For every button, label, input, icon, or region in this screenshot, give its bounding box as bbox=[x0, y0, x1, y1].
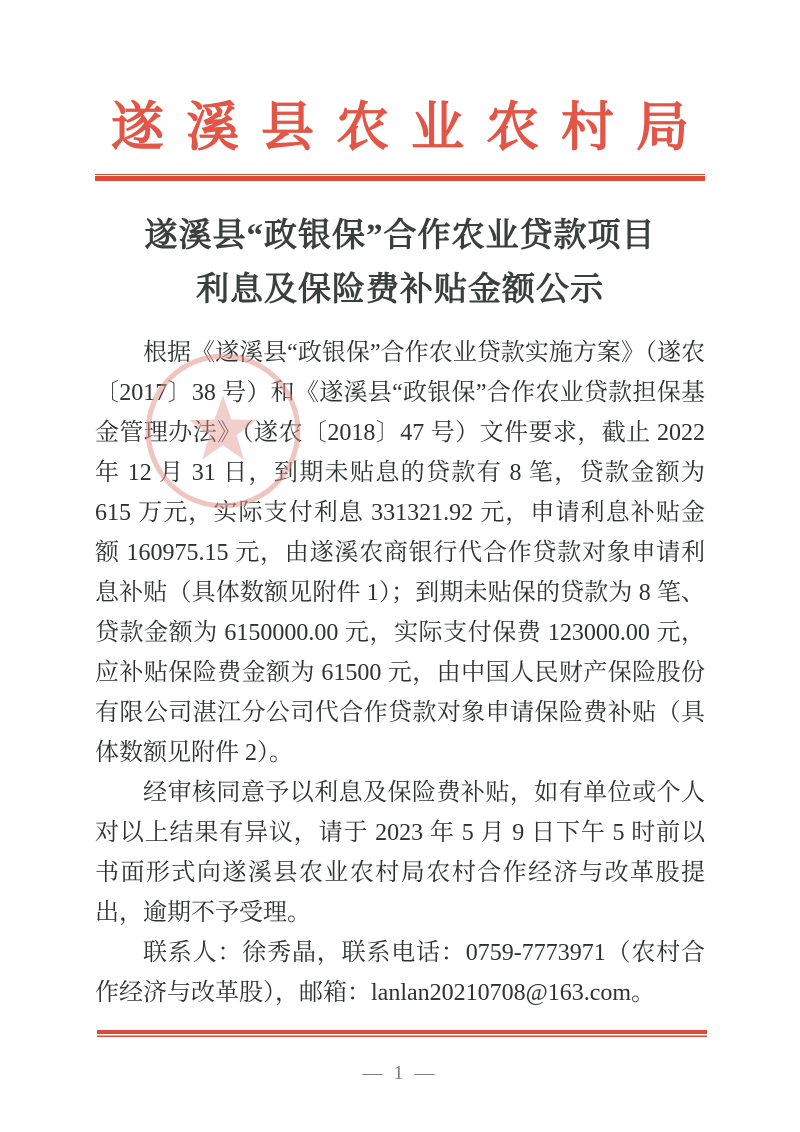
document-body bbox=[95, 333, 705, 1013]
paragraph-contact-info: 联系人：徐秀晶，联系电话：0759-7773971（农村合作经济与改革股），邮箱：lanlan20210708@163.com。 bbox=[95, 940, 705, 1006]
letterhead-divider bbox=[95, 174, 705, 181]
letterhead bbox=[0, 0, 800, 181]
document-title-line1: 遂溪县“政银保”合作农业贷款项目 bbox=[144, 218, 656, 254]
page-number: — 1 — bbox=[362, 1062, 438, 1084]
document-title-line2: 利息及保险费补贴金额公示 bbox=[196, 272, 604, 308]
agency-name: 遂溪县农业农村局 bbox=[111, 99, 711, 157]
document-title bbox=[0, 209, 800, 317]
footer-divider bbox=[97, 1030, 707, 1037]
paragraph-legal-basis: 根据《遂溪县“政银保”合作农业贷款实施方案》（遂农〔2017〕38 号）和《遂溪县“政银保”合作农业贷款担保基金管理办法》（遂农〔2018〕47 号）文件要求，截止 2022 年 12 月 31 日，到期未贴息的贷款有 8 笔，贷款金额为 615 万元，实际支付利息 331321.92 元，申请利息补贴金额 160975.15 元，由遂溪农商银行代合作贷款对象申请利息补贴（具体数额见附件 1）；到期未贴保的贷款为 8 笔、贷款金额为 6150000.00 元，实际支付保费 123000.00 元，应补贴保险费金额为 61500 元，由中国人民财产保险股份有限公司湛江分公司代合作贷款对象申请保险费补贴（具体数额见附件 2）。 bbox=[95, 340, 705, 766]
paragraph-review-notice: 经审核同意予以利息及保险费补贴，如有单位或个人对以上结果有异议，请于 2023 年 5 月 9 日下午 5 时前以书面形式向遂溪县农业农村局农村合作经济与改革股提出，逾期不予受理。 bbox=[95, 780, 705, 926]
